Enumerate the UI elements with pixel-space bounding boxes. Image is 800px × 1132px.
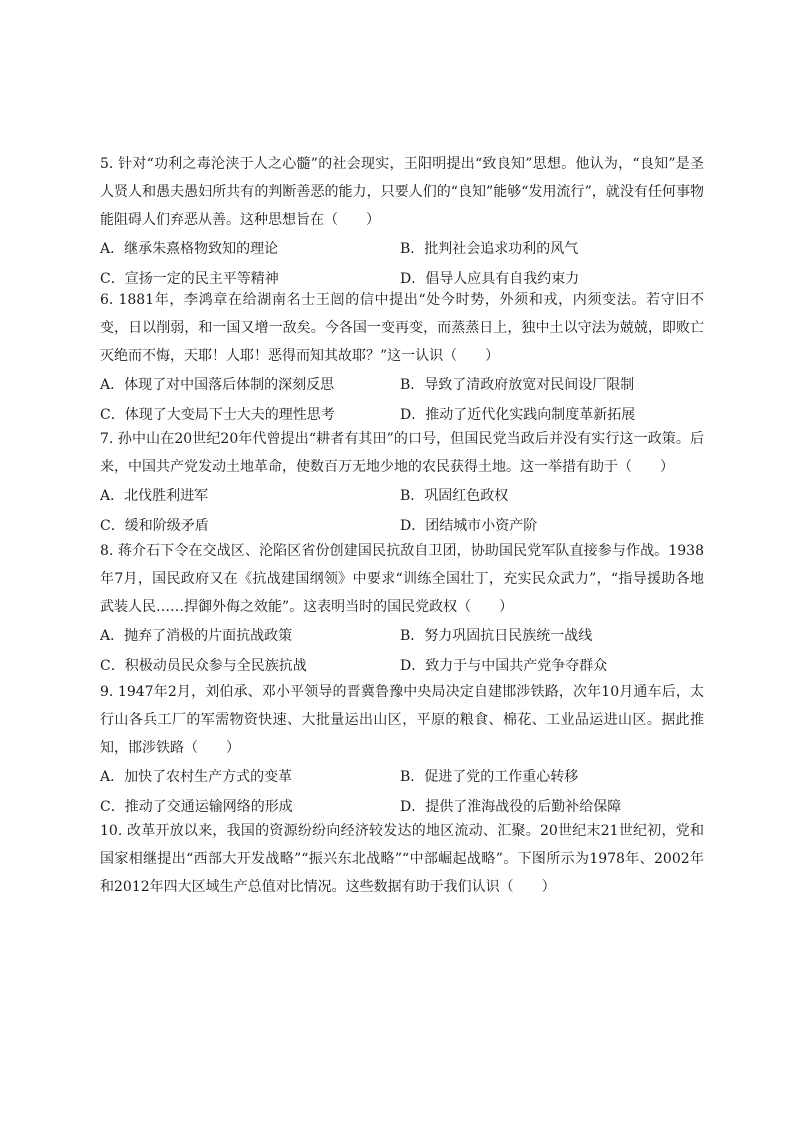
option-b[interactable]: B．批判社会追求功利的风气 <box>400 241 579 257</box>
options <box>100 234 704 294</box>
options <box>100 762 704 822</box>
question-9 <box>100 678 704 822</box>
question-6 <box>100 286 704 430</box>
question-stem: 6. 1881年，李鸿章在给湖南名士王闿的信中提出“处今时势，外须和戎，内须变法。若守旧不变，日以削弱，和一国又增一敌矣。今各国一变再变，而蒸蒸日上，独中土以守法为兢兢，即败亡灭绝而不悔，天耶！人耶！恶得而知其故耶？”这一认识（ ） <box>100 292 704 364</box>
option-a[interactable]: A．继承朱熹格物致知的理论 <box>100 241 279 257</box>
option-c[interactable]: C．宣扬一定的民主平等精神 <box>100 271 279 287</box>
option-d[interactable]: D．致力于与中国共产党争夺群众 <box>400 658 608 674</box>
option-b[interactable]: B．巩固红色政权 <box>400 488 509 504</box>
question-stem: 5. 针对“功利之毒沦浃于人之心髓”的社会现实，王阳明提出“致良知”思想。他认为，“良知”是圣人贤人和愚夫愚妇所共有的判断善恶的能力，只要人们的“良知”能够“发用流行”，就没有任何事物能阻碍人们弃恶从善。这种思想旨在（ ） <box>100 156 704 228</box>
question-5 <box>100 150 704 294</box>
question-stem: 7. 孙中山在20世纪20年代曾提出“耕者有其田”的口号，但国民党当政后并没有实行这一政策。后来，中国共产党发动土地革命，使数百万无地少地的农民获得土地。这一举措有助于（ ） <box>100 431 704 475</box>
question-stem: 9. 1947年2月，刘伯承、邓小平领导的晋冀鲁豫中央局决定自建邯涉铁路，次年10月通车后，太行山各兵工厂的军需物资快速、大批量运出山区，平原的粮食、棉花、工业品运进山区。据此推知，邯涉铁路（ ） <box>100 684 704 756</box>
option-d[interactable]: D．团结城市小资产阶 <box>400 518 538 534</box>
option-c[interactable]: C．体现了大变局下士大夫的理性思考 <box>100 407 335 423</box>
options <box>100 621 704 681</box>
option-c[interactable]: C．积极动员民众参与全民族抗战 <box>100 658 307 674</box>
option-a[interactable]: A．加快了农村生产方式的变革 <box>100 769 293 785</box>
option-b[interactable]: B．导致了清政府放宽对民间设厂限制 <box>400 377 635 393</box>
option-a[interactable]: A．体现了对中国落后体制的深刻反思 <box>100 377 335 393</box>
option-d[interactable]: D．提供了淮海战役的后勤补给保障 <box>400 799 622 815</box>
question-stem: 10. 改革开放以来，我国的资源纷纷向经济较发达的地区流动、汇聚。20世纪末21世纪初，党和国家相继提出“西部大开发战略”“振兴东北战略”“中部崛起战略”。下图所示为1978年、2002年和2012年四大区域生产总值对比情况。这些数据有助于我们认识（ ） <box>100 823 704 895</box>
question-7 <box>100 425 704 541</box>
option-a[interactable]: A．抛弃了消极的片面抗战政策 <box>100 628 293 644</box>
question-8 <box>100 537 704 681</box>
question-stem: 8. 蒋介石下令在交战区、沦陷区省份创建国民抗敌自卫团，协助国民党军队直接参与作战。1938年7月，国民政府又在《抗战建国纲领》中要求“训练全国壮丁，充实民众武力”，“指导援助各地武装人民……捍御外侮之效能”。这表明当时的国民党政权（ ） <box>100 543 704 615</box>
options <box>100 481 704 541</box>
option-d[interactable]: D．推动了近代化实践向制度革新拓展 <box>400 407 636 423</box>
question-10 <box>100 817 704 901</box>
option-c[interactable]: C．推动了交通运输网络的形成 <box>100 799 293 815</box>
option-c[interactable]: C．缓和阶级矛盾 <box>100 518 209 534</box>
option-a[interactable]: A．北伐胜利进军 <box>100 488 209 504</box>
option-b[interactable]: B．促进了党的工作重心转移 <box>400 769 579 785</box>
options <box>100 370 704 430</box>
option-b[interactable]: B．努力巩固抗日民族统一战线 <box>400 628 593 644</box>
option-d[interactable]: D．倡导人应具有自我约束力 <box>400 271 580 287</box>
